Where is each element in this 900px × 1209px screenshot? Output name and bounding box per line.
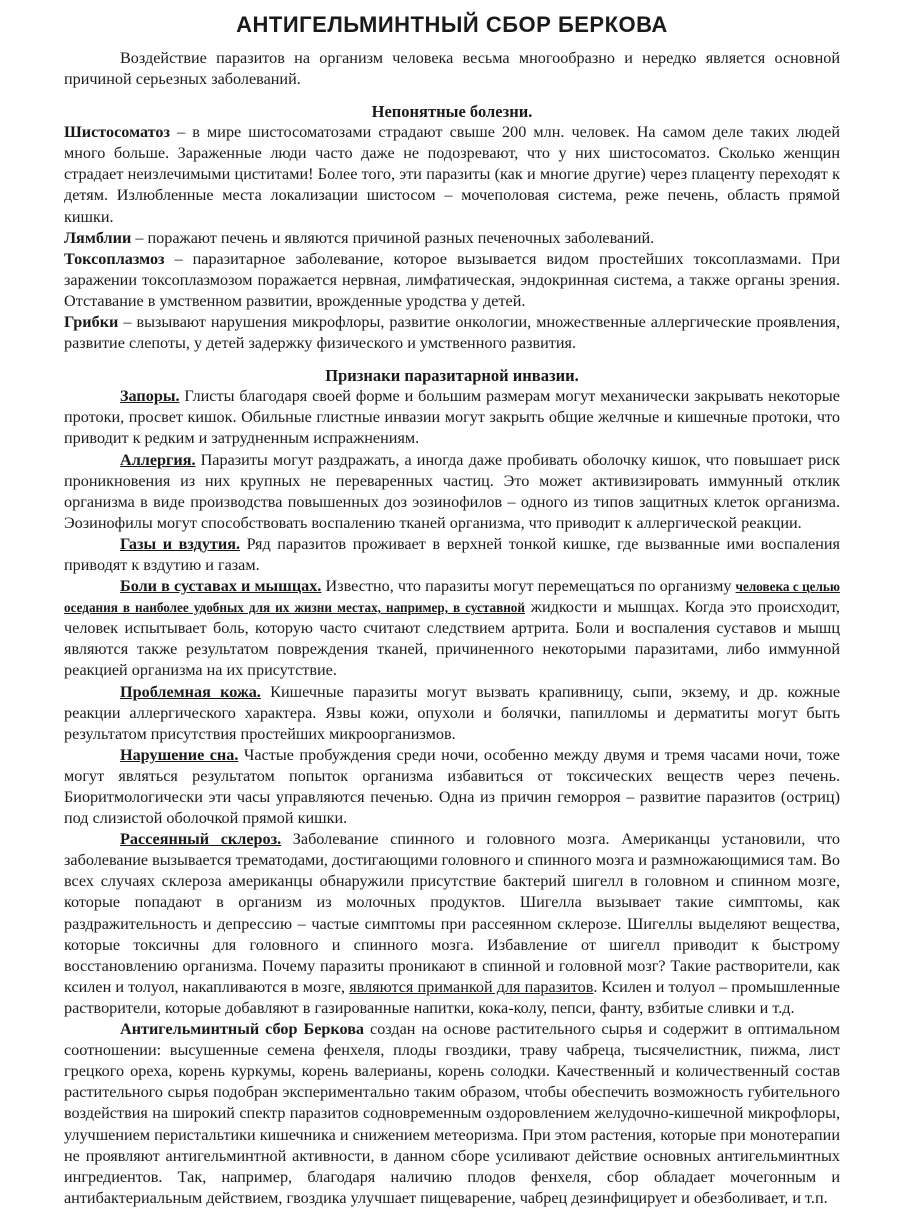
sign-text: Глисты благодаря своей форме и большим размерам могут механически закрывать некоторые протоки, просвет кишок. Обильные глистные инвазии могут закрыть общие желчные и кишечные протоки, что приводит к редким и затрудненным испражнениям. xyxy=(64,387,840,448)
sign-sleep xyxy=(64,745,840,829)
sign-text: Заболевание спинного и головного мозга. Американцы установили, что заболевание вызывается трематодами, достигающими головного и спинного мозга и размножающимися там. Во всех случаях склероза американцы обнаружили присутствие бактерий шигелл в головном и спинном мозге, которые попадают в организм из молочных продуктов. Шигелла вызывает такие симптомы, как раздражительность и депрессию – частые симптомы при рассеянном склерозе. Шигеллы выделяют вещества, которые токсичны для головного и спинного мозга. Избавление от шигелл приводит к быстрому восстановлению организма. Почему паразиты проникают в спинной и головной мозг? Такие растворители, как ксилен и толуол, накапливаются в мозге, xyxy=(64,830,840,996)
disease-term: Грибки xyxy=(64,313,119,332)
sign-text: Кишечные паразиты могут вызвать крапивницу, сыпи, экзему, и др. кожные реакции аллергического характера. Язвы кожи, опухоли и болячки, папилломы и дерматиты могут быть результатом присутствия простейших микроорганизмов. xyxy=(64,682,840,743)
sign-allergy xyxy=(64,450,840,534)
disease-text: – паразитарное заболевание, которое вызывается видом простейших токсоплазмами. При заражении токсоплазмозом поражается нервная, лимфатическая, эндокринная система, а также органы зрения. Отставание в умственном развитии, врожденные уродства у детей. xyxy=(64,249,840,310)
section-heading-unclear-diseases: Непонятные болезни. xyxy=(371,102,533,122)
sign-gases xyxy=(64,534,840,576)
sign-skin xyxy=(64,682,840,745)
sign-sclerosis xyxy=(64,829,840,1019)
sign-text: жидкости и мышцах. Когда это происходит, человек испытывает боль, которую часто считают следствием артрита. Боли и воспаления суставов и мышц являются также результатом повреждения тканей, причиненного некоторыми паразитами, либо иммунной реакцией организма на их присутствие. xyxy=(64,598,840,680)
sign-term: Нарушение сна. xyxy=(120,745,239,764)
sign-term: Боли в суставах и мышцах. xyxy=(120,577,322,596)
collection-term: Антигельминтный сбор Беркова xyxy=(120,1020,365,1039)
disease-item xyxy=(64,228,840,249)
sign-text: . Ксилен и толуол – промышленные растворители, которые добавляют в газированные напитки, кока-колу, пепси, фанту, взбитые сливки и т.д. xyxy=(64,977,840,1017)
disease-term: Токсоплазмоз xyxy=(64,249,165,268)
sign-term: Проблемная кожа. xyxy=(120,682,261,701)
collection-description xyxy=(64,1019,840,1209)
collection-text: создан на основе растительного сырья и содержит в оптимальном соотношении: высушенные семена фенхеля, плоды гвоздики, траву чабреца, тысячелистник, пижма, лист грецкого ореха, корень куркумы, корень валерианы, корень солодки. Качественный и количественный состав растительного сырья подобран экспериментально таким образом, чтобы обеспечить возможность губительного воздействия на широкий спектр паразитов содновременным оздоровлением желудочно-кишечной микрофлоры, улучшением перистальтики кишечника и снижением метеоризма. При этом растения, которые при монотерапии не проявляют антигельминтной активности, в данном сборе усиливают действие основных антигельминтных ингредиентов. Так, например, благодаря наличию плодов фенхеля, сбор обладает мочегонным и антибактериальным действием, гвоздика улучшает пищеварение, чабрец дезинфицирует и обезболивает, и т.п. xyxy=(64,1020,840,1207)
sign-text: Ряд паразитов проживает в верхней тонкой кишке, где вызванные ими воспаления приводят к вздутию и газам. xyxy=(64,534,840,574)
disease-item xyxy=(64,249,840,312)
sign-term: Газы и вздутия. xyxy=(120,534,240,553)
disease-item xyxy=(64,312,840,354)
sign-constipation xyxy=(64,386,840,449)
sign-term: Запоры. xyxy=(120,387,180,406)
sign-text: Частые пробуждения среди ночи, особенно между двумя и тремя часами ночи, тоже могут являться результатом попыток организма избавиться от токсических веществ через печень. Биоритмологически эти часы управляются печенью. Одна из причин геморроя – развитие паразитов (остриц) под слизистой оболочкой прямой кишки. xyxy=(64,745,840,828)
sign-text-underlined: являются приманкой для паразитов xyxy=(349,977,594,996)
disease-item xyxy=(64,122,840,227)
disease-text: – поражают печень и являются причиной разных печеночных заболеваний. xyxy=(131,228,655,247)
disease-term: Шистосоматоз xyxy=(64,123,171,142)
disease-text: – в мире шистосоматозами страдают свыше 200 млн. человек. На самом деле таких людей много больше. Зараженные люди часто даже не подозревают, что у них шистосоматоз. Сколько женщин страдает неизлечимыми циститами! Более того, эти паразиты (как и многие другие) через плаценту переходят к детям. Излюбленные места локализации шистосом – мочеполовая система, реже печень, область прямой кишки. xyxy=(64,123,840,226)
disease-text: – вызывают нарушения микрофлоры, развитие онкологии, множественные аллергические проявления, развитие слепоты, у детей задержку физического и умственного развития. xyxy=(64,313,840,353)
sign-text: Известно, что паразиты могут перемещаться по организму xyxy=(321,577,736,596)
disease-term: Лямблии xyxy=(64,228,132,247)
sign-joint-pain xyxy=(64,576,840,681)
intro-paragraph: Воздействие паразитов на организм человека весьма многообразно и нередко является основной причиной серьезных заболеваний. xyxy=(64,49,840,89)
sign-term: Рассеянный склероз. xyxy=(120,830,282,849)
sign-text: Паразиты могут раздражать, а иногда даже пробивать оболочку кишок, что повышает риск проникновения из них крупных не переваренных частиц. Это может активизировать иммунный отклик организма в виде производства повышенных доз эозинофилов – одного из типов защитных клеток организма. Эозинофилы могут способствовать воспалению тканей организма, что приводит к аллергической реакции. xyxy=(64,450,840,532)
sign-text-small: человека с целью оседания в наиболее удобных для их жизни местах, например, в суставной xyxy=(64,579,840,616)
document-title: АНТИГЕЛЬМИНТНЫЙ СБОР БЕРКОВА xyxy=(236,12,668,37)
section-heading-invasion-signs: Признаки паразитарной инвазии. xyxy=(325,366,579,386)
sign-term: Аллергия. xyxy=(120,450,196,469)
